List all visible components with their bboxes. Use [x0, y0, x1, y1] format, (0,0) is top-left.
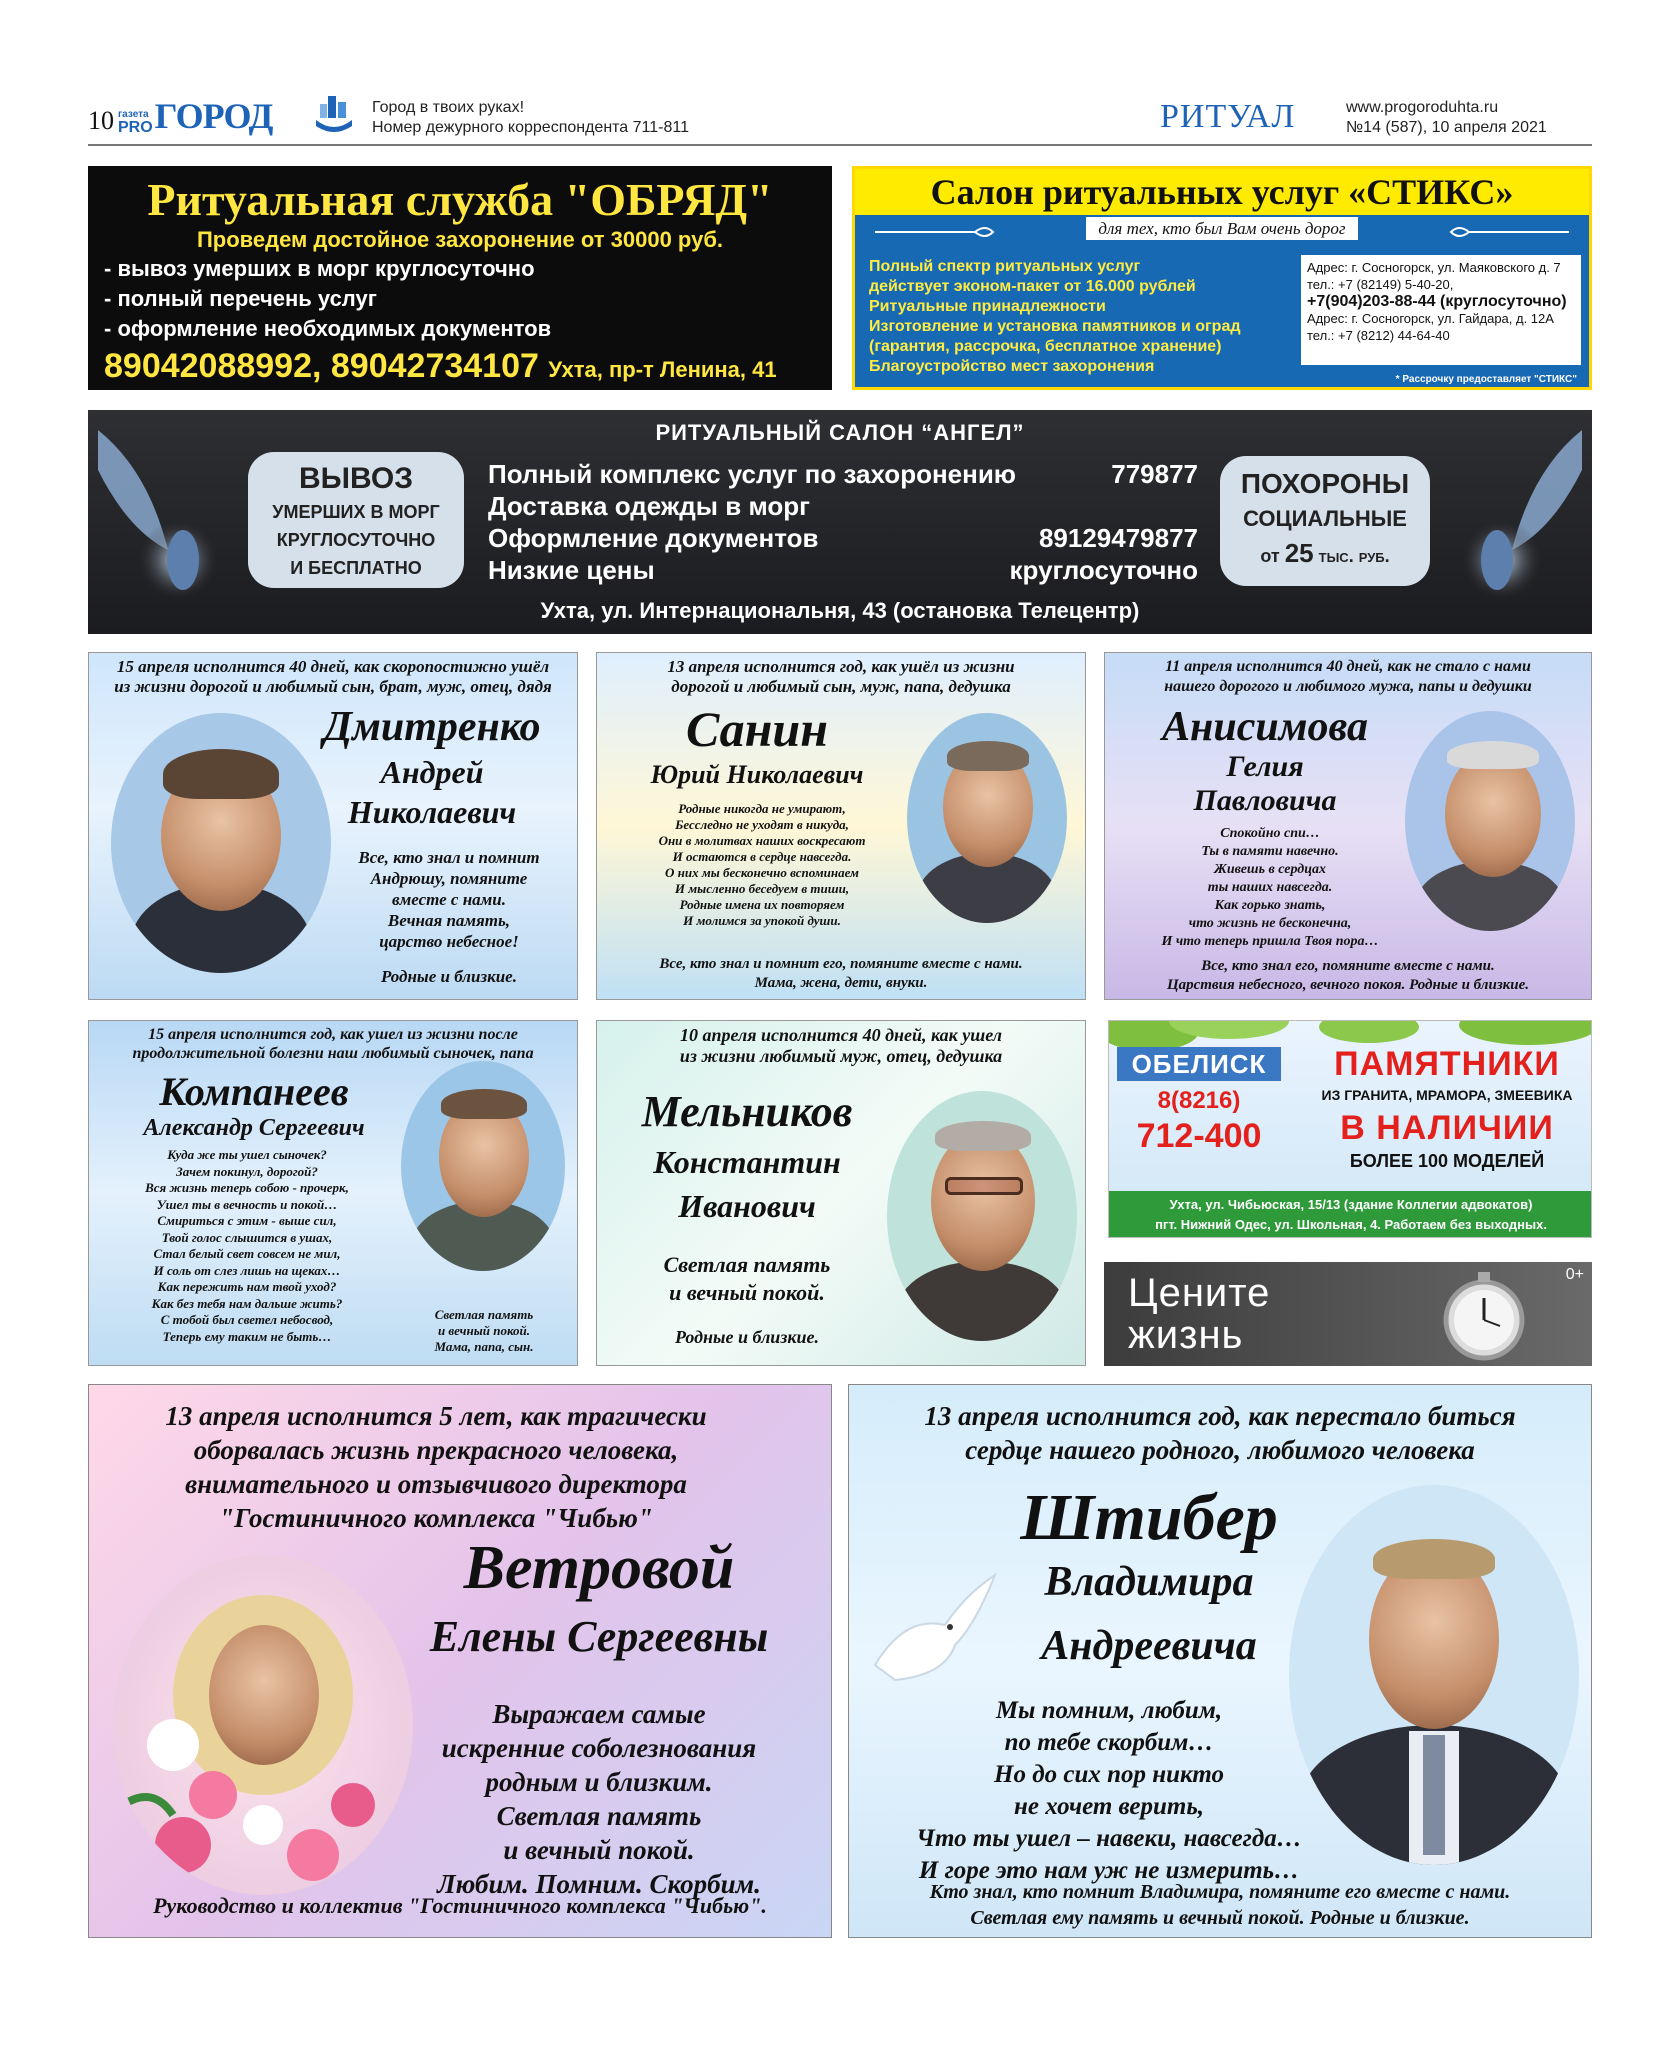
card-header-line: из жизни любимый муж, отец, дедушка	[679, 1046, 1003, 1066]
poem-line: Ушел ты в вечность и покой…	[156, 1196, 338, 1212]
memorial-vetrova	[88, 1384, 832, 1938]
poem-line: Светлая память	[496, 1801, 702, 1831]
card-name: Константин	[653, 1144, 841, 1180]
poem-line: И горе это нам уж не измерить…	[918, 1857, 1300, 1884]
card-surname: Анисимова	[1162, 704, 1368, 750]
angel-row-right: 89129479877	[1038, 523, 1198, 553]
obelisk-materials: ИЗ ГРАНИТА, МРАМОРА, ЗМЕЕВИКА	[1321, 1087, 1573, 1103]
poem-line: Теперь ему таким не быть…	[162, 1328, 332, 1344]
portrait-photo	[1405, 711, 1575, 931]
card-name: Владимира	[1044, 1559, 1254, 1605]
portrait-photo	[401, 1061, 565, 1271]
obelisk-models: БОЛЕЕ 100 МОДЕЛЕЙ	[1349, 1151, 1545, 1171]
age-rating: 0+	[1565, 1266, 1584, 1283]
obelisk-brand: ОБЕЛИСК	[1117, 1047, 1281, 1081]
poem-line: Они в молитвах наших воскресают	[658, 833, 866, 848]
card-poem	[379, 1697, 819, 1901]
poem-line: Но до сих пор никто	[994, 1761, 1224, 1788]
card-header-line: 11 апреля исполнится 40 дней, как не стало с нами	[1165, 658, 1531, 675]
card-header-line: 13 апреля исполнится год, как ушёл из жизни	[667, 657, 1015, 676]
obryad-contacts	[104, 344, 816, 392]
ad-obelisk	[1108, 1020, 1592, 1238]
memorial-melnikov	[596, 1020, 1086, 1366]
newspaper-logo	[118, 98, 272, 134]
poem-line: Как горько знать,	[1214, 898, 1326, 913]
card-header	[1105, 657, 1591, 697]
card-header-line: 15 апреля исполнится год, как ушел из жизни после	[148, 1026, 518, 1043]
stiks-title: Салон ритуальных услуг «СТИКС»	[855, 169, 1589, 215]
card-header-line: внимательного и отзывчивого директора	[185, 1469, 687, 1499]
ad-stiks	[852, 166, 1592, 390]
poem-line: И остаются в сердце навсегда.	[672, 849, 852, 864]
angel-left-big: ВЫВОЗ	[298, 462, 414, 495]
card-poem	[1125, 825, 1415, 951]
card-header-line: из жизни дорогой и любимый сын, брат, муж, отец, дядя	[114, 677, 552, 696]
poem-line: Светлая память	[663, 1252, 831, 1277]
card-header	[89, 1399, 783, 1535]
stiks-note: * Рассрочку предоставляет "СТИКС"	[1395, 374, 1577, 385]
poem-line: И что теперь пришла Твоя пора…	[1161, 934, 1379, 949]
poem-line: О них мы бесконечно вспоминаем	[665, 865, 859, 880]
card-poem	[97, 1147, 397, 1345]
poem-line: по тебе скорбим…	[1004, 1729, 1214, 1756]
poem-line: Все, кто знал и помнит	[358, 848, 540, 867]
card-signature	[597, 955, 1085, 993]
angel-row-left: Полный комплекс услуг по захоронению	[488, 459, 1017, 489]
angel-price-pre: от	[1260, 546, 1285, 566]
city-hand-icon	[314, 94, 354, 136]
card-name: Иванович	[678, 1188, 816, 1224]
card-surname: Ветровой	[463, 1534, 735, 1602]
card-poem	[597, 1251, 897, 1307]
poem-line: Вечная память,	[387, 911, 511, 930]
signature-line: Кто знал, кто помнит Владимира, помяните его вместе с нами.	[929, 1881, 1511, 1903]
angel-row	[488, 522, 1198, 554]
issue-info	[1346, 98, 1547, 138]
card-name: Андреевича	[1041, 1623, 1257, 1669]
angel-row-right: круглосуточно	[1009, 555, 1198, 585]
ad-angel	[88, 410, 1592, 634]
poem-line: Что ты ушел – навеки, навсегда…	[916, 1825, 1302, 1852]
obelisk-code: 8(8216)	[1157, 1087, 1241, 1114]
stiks-subtitle: для тех, кто был Вам очень дорог	[1086, 217, 1357, 240]
memorial-sanin	[596, 652, 1086, 1000]
poem-line: Любим. Помним. Скорбим.	[437, 1869, 761, 1899]
stiks-line: действует эконом-пакет от 16.000 рублей	[869, 278, 1196, 295]
stiks-tel2: тел.: +7 (8212) 44-64-40	[1307, 328, 1450, 343]
obryad-item: - вывоз умерших в морг круглосуточно	[104, 256, 535, 281]
poem-line: не хочет верить,	[1013, 1793, 1205, 1820]
memorial-kompaneev	[88, 1020, 578, 1366]
angel-right-big: ПОХОРОНЫ	[1240, 468, 1410, 499]
poem-line: Зачем покинул, дорогой?	[176, 1163, 318, 1179]
poem-line: Как без тебя нам дальше жить?	[151, 1295, 343, 1311]
signature-line: Светлая ему память и вечный покой. Родные и близкие.	[970, 1907, 1470, 1929]
signature-line: и вечный покой.	[437, 1323, 531, 1338]
logo-small-top: газета	[118, 109, 149, 120]
angel-right-mid: СОЦИАЛЬНЫЕ	[1243, 506, 1407, 531]
card-signature: Родные и близкие.	[381, 967, 517, 986]
poem-line: Живешь в сердцах	[1213, 862, 1327, 877]
card-header-line: нашего дорогого и любимого мужа, папы и дедушки	[1164, 678, 1532, 695]
tie-icon	[1423, 1735, 1445, 1855]
poem-line: Ты в памяти навечно.	[1201, 844, 1339, 859]
card-name: Юрий Николаевич	[650, 760, 864, 789]
angel-left-line: И БЕСПЛАТНО	[290, 558, 422, 578]
card-surname: Штибер	[1020, 1481, 1278, 1554]
angel-left-line: УМЕРШИХ В МОРГ	[272, 502, 440, 522]
obelisk-addr-line: пгт. Нижний Одес, ул. Школьная, 4. Работаем без выходных.	[1155, 1217, 1547, 1232]
card-name: Николаевич	[347, 794, 517, 830]
stiks-line: Благоустройство мест захоронения	[869, 358, 1155, 375]
card-poem	[605, 801, 919, 929]
stiks-line: Ритуальные принадлежности	[869, 298, 1106, 315]
stiks-addr1: Адрес: г. Сосногорск, ул. Маяковского д. 7	[1307, 260, 1561, 275]
card-name: Гелия	[1226, 750, 1304, 783]
card-header	[597, 1025, 1085, 1067]
poem-line: Родные имена их повторяем	[679, 897, 845, 912]
portrait-photo	[887, 1091, 1077, 1341]
poem-line: Родные никогда не умирают,	[678, 801, 846, 816]
card-header	[89, 657, 577, 697]
portrait-photo	[907, 713, 1067, 923]
angel-address: Ухта, ул. Интернациональня, 43 (остановка Телецентр)	[540, 598, 1140, 623]
card-signature	[399, 1307, 569, 1355]
poem-line: Стал белый свет совсем не мил,	[153, 1246, 341, 1261]
angel-price-num: 25	[1284, 538, 1314, 568]
poem-line: вместе с нами.	[392, 890, 506, 909]
obelisk-address	[1109, 1191, 1592, 1238]
card-header	[89, 1025, 577, 1063]
section-title: РИТУАЛ	[1160, 98, 1296, 135]
poem-line: что жизнь не бесконечна,	[1188, 916, 1352, 931]
signature-line: Мама, жена, дети, внуки.	[754, 975, 928, 991]
card-header-line: сердце нашего родного, любимого человека	[965, 1435, 1475, 1465]
memorial-anisimova	[1104, 652, 1592, 1000]
obryad-item: - оформление необходимых документов	[104, 316, 552, 341]
obelisk-title: ПАМЯТНИКИ	[1334, 1045, 1560, 1083]
card-header-line: 10 апреля исполнится 40 дней, как ушел	[679, 1025, 1003, 1045]
poem-line: Вся жизнь теперь собою - прочерк,	[145, 1180, 349, 1195]
poem-line: Твой голос слышится в ушах,	[161, 1229, 333, 1245]
obryad-phones: 89042088992, 89042734107	[104, 347, 539, 385]
angel-row	[488, 490, 1198, 522]
stiks-services	[869, 257, 1241, 377]
poem-line: И соль от слез лишь на щеках…	[153, 1262, 341, 1278]
card-poem	[349, 847, 549, 952]
ornament-right-icon	[1449, 225, 1569, 239]
portrait-photo	[111, 713, 331, 973]
card-surname: Компанеев	[159, 1069, 349, 1114]
angel-title: РИТУАЛЬНЫЙ САЛОН “АНГЕЛ”	[655, 420, 1025, 445]
glasses-icon	[945, 1177, 1023, 1195]
card-header	[597, 657, 1085, 697]
card-name: Андрей	[380, 754, 484, 790]
pocket-watch-icon	[1434, 1268, 1534, 1364]
angel-left-pill	[248, 452, 464, 588]
stiks-contacts	[1301, 255, 1581, 365]
flowers-icon	[113, 1705, 413, 1895]
angel-row-left: Оформление документов	[488, 523, 819, 553]
zhizn-line1: Цените	[1128, 1271, 1271, 1315]
ad-obryad	[88, 166, 832, 390]
card-signature: Руководство и коллектив "Гостиничного комплекса "Чибью".	[153, 1893, 767, 1918]
poem-line: Смириться с этим - выше сил,	[157, 1213, 337, 1228]
angel-right-price	[1220, 536, 1430, 573]
card-name: Александр Сергеевич	[143, 1115, 365, 1141]
page-number: 10	[88, 106, 114, 135]
poem-line: И мысленно беседуем в тиши,	[674, 881, 850, 896]
logo-gorod: ГОРОД	[154, 96, 273, 136]
card-surname: Мельников	[641, 1087, 853, 1136]
poem-line: И молимся за упокой души.	[683, 913, 841, 928]
stiks-line: (гарантия, рассрочка, бесплатное хранение)	[869, 338, 1222, 355]
poem-line: Бесследно не уходят в никуда,	[675, 817, 849, 832]
logo-small-pro: PRO	[118, 119, 153, 136]
card-header-line: оборвалась жизнь прекрасного человека,	[193, 1435, 679, 1465]
obelisk-addr-line: Ухта, ул. Чибьюская, 15/13 (здание Коллегии адвокатов)	[1169, 1197, 1533, 1212]
signature-line: Все, кто знал его, помяните вместе с нами.	[1201, 958, 1495, 974]
angel-left-line: КРУГЛОСУТОЧНО	[276, 530, 436, 550]
stiks-line: Изготовление и установка памятников и оград	[869, 318, 1241, 335]
tagline-line1: Город в твоих руках!	[372, 99, 525, 116]
obryad-subtitle: Проведем достойное захоронение от 30000 руб.	[196, 227, 724, 252]
memorial-dmitrenko	[88, 652, 578, 1000]
header-divider	[88, 144, 1592, 146]
card-header-line: продолжительной болезни наш любимый сыночек, папа	[132, 1045, 534, 1062]
signature-line: Мама, папа, сын.	[434, 1339, 534, 1354]
stiks-line: Полный спектр ритуальных услуг	[869, 258, 1141, 275]
signature-line: Царствия небесного, вечного покоя. Родные и близкие.	[1166, 977, 1530, 993]
angel-row-left: Низкие цены	[488, 555, 655, 585]
poem-line: Андрюшу, помяните	[370, 869, 528, 888]
obryad-item: - полный перечень услуг	[104, 286, 377, 311]
poem-line: С тобой был светел небосвод,	[160, 1312, 334, 1327]
card-header-line: "Гостиничного комплекса "Чибью"	[219, 1503, 653, 1533]
card-poem	[849, 1695, 1369, 1887]
poem-line: искренние соболезнования	[441, 1733, 757, 1763]
poem-line: Выражаем самые	[492, 1699, 706, 1729]
card-signature	[849, 1879, 1591, 1931]
portrait-photo	[113, 1555, 413, 1895]
poem-line: царство небесное!	[379, 932, 519, 951]
signature-line: Все, кто знал и помнит его, помяните вместе с нами.	[659, 956, 1023, 972]
obelisk-avail: В НАЛИЧИИ	[1340, 1109, 1554, 1147]
angel-right-pill	[1220, 456, 1430, 586]
angel-price-post: тыс. руб.	[1313, 546, 1390, 566]
poem-line: Как пережить нам твой уход?	[157, 1279, 337, 1294]
zhizn-line2: жизнь	[1128, 1313, 1244, 1357]
obryad-title: Ритуальная служба "ОБРЯД"	[147, 174, 773, 225]
issue-number: №14 (587), 10 апреля 2021	[1346, 119, 1547, 136]
angel-row-right: 779877	[1111, 459, 1198, 489]
card-header-line: 15 апреля исполнится 40 дней, как скоропостижно ушёл	[116, 657, 550, 676]
angel-row	[488, 554, 1198, 586]
memorial-shtiber	[848, 1384, 1592, 1938]
site-url: www.progoroduhta.ru	[1346, 99, 1499, 116]
poem-line: и вечный покой.	[503, 1835, 695, 1865]
poem-line: Куда же ты ушел сыночек?	[167, 1147, 327, 1162]
tagline-line2: Номер дежурного корреспондента 711-811	[372, 119, 689, 136]
card-signature: Родные и близкие.	[675, 1327, 819, 1347]
stiks-tel1: тел.: +7 (82149) 5-40-20,	[1307, 277, 1454, 292]
poem-line: ты наших навсегда.	[1207, 880, 1333, 895]
signature-line: Светлая память	[434, 1307, 534, 1322]
card-surname: Санин	[685, 701, 829, 757]
stiks-addr2: Адрес: г. Сосногорск, ул. Гайдара, д. 12А	[1307, 311, 1554, 326]
obryad-address: Ухта, пр-т Ленина, 41	[548, 357, 777, 382]
header-tagline	[372, 98, 689, 138]
card-header-line: дорогой и любимый сын, муж, папа, дедушка	[671, 677, 1011, 696]
card-name: Павловича	[1193, 784, 1337, 817]
angel-row	[488, 458, 1198, 490]
stiks-tel-bold: +7(904)203-88-44 (круглосуточно)	[1307, 293, 1567, 310]
poem-line: родным и близким.	[485, 1767, 713, 1797]
card-header-line: 13 апреля исполнится 5 лет, как трагически	[165, 1401, 707, 1431]
obelisk-phone: 712-400	[1136, 1117, 1262, 1155]
angel-row-left: Доставка одежды в морг	[488, 491, 810, 521]
card-signature	[1105, 957, 1591, 995]
ad-cenite-zhizn	[1104, 1262, 1592, 1366]
card-header	[849, 1399, 1591, 1467]
card-name: Елены Сергеевны	[429, 1612, 769, 1661]
angel-services	[488, 458, 1198, 586]
card-header-line: 13 апреля исполнится год, как перестало биться	[924, 1401, 1516, 1431]
poem-line: Мы помним, любим,	[995, 1697, 1223, 1724]
poem-line: Спокойно спи…	[1220, 826, 1320, 841]
card-surname: Дмитренко	[323, 704, 541, 750]
poem-line: и вечный покой.	[669, 1280, 825, 1305]
